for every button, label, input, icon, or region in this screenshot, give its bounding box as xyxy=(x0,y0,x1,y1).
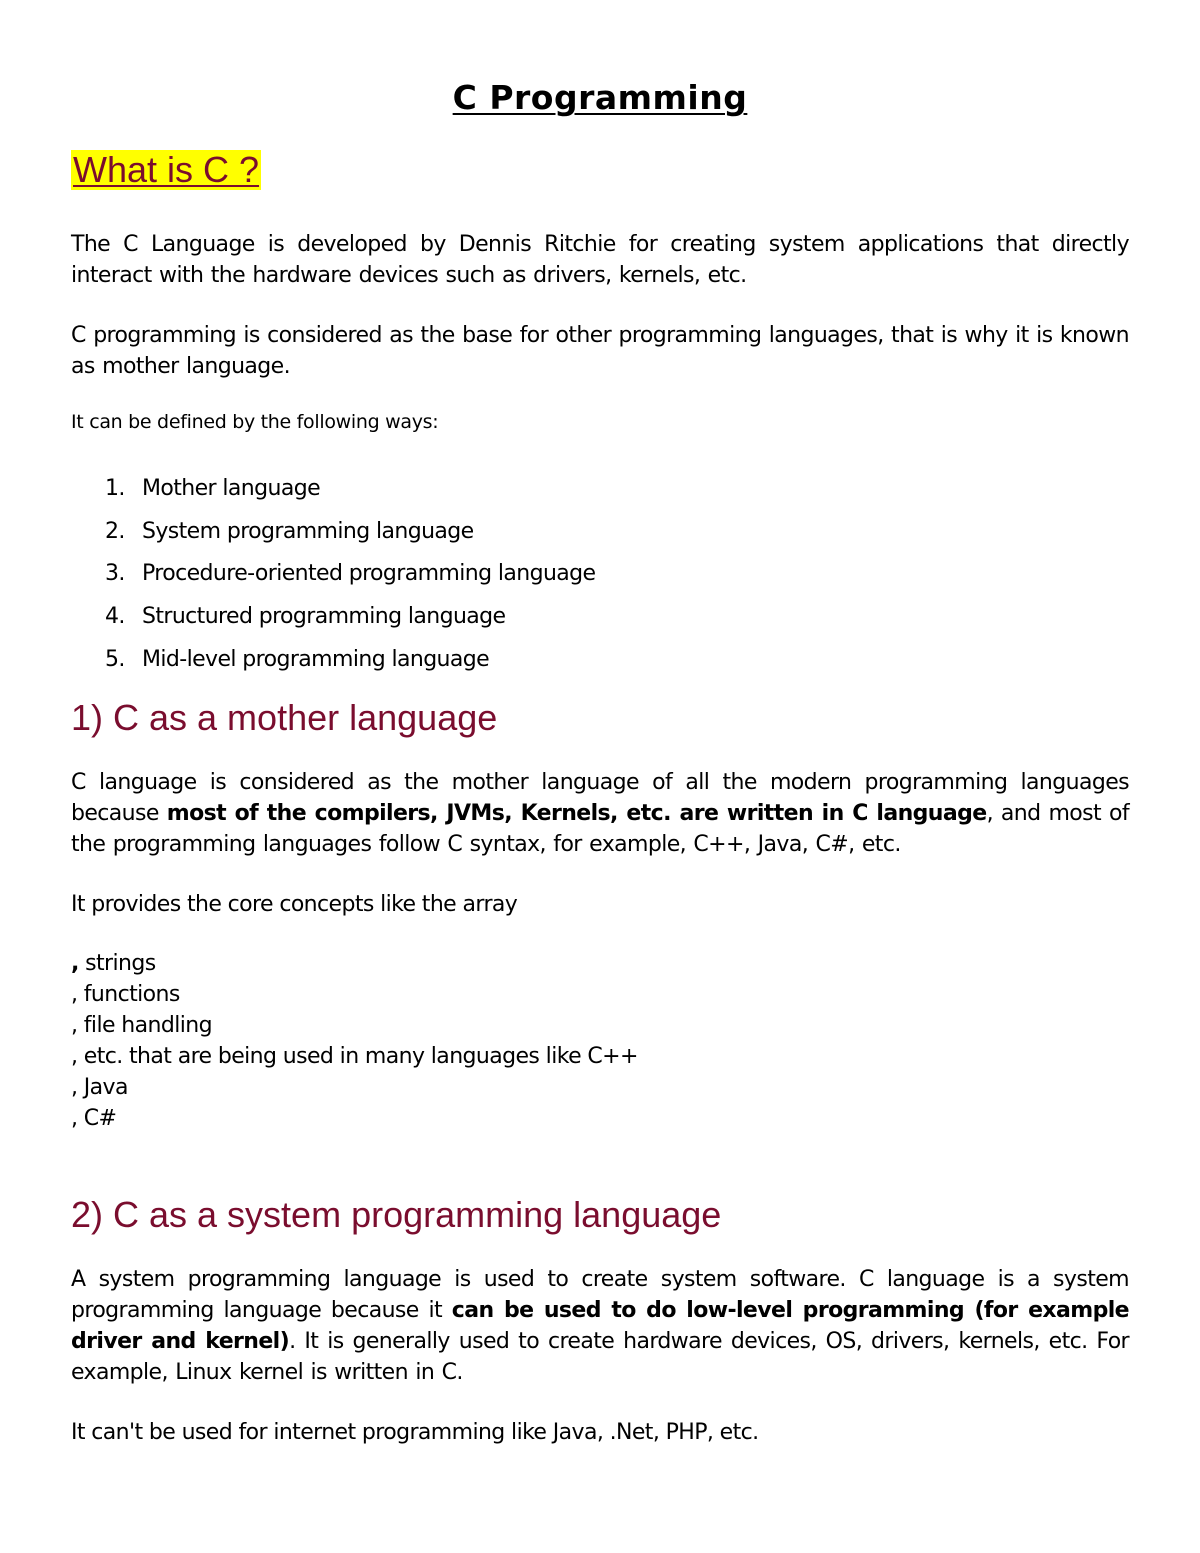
list-item: , etc. that are being used in many languages like C++ xyxy=(71,1044,638,1069)
defined-by-text: It can be defined by the following ways: xyxy=(71,411,439,433)
list-item: , file handling xyxy=(71,1013,212,1038)
section-1-heading: 1) C as a mother language xyxy=(71,697,498,738)
list-item: , C# xyxy=(71,1106,117,1131)
ways-list xyxy=(105,467,595,680)
list-item: 4. Structured programming language xyxy=(105,603,506,629)
section-1-paragraph-1: C language is considered as the mother language of all the modern programming languages because most of the compilers, JVMs, Kernels, etc. are written in C language, and most of the programming languages follow C syntax, for example, C++, Java, C#, etc. xyxy=(71,770,1129,857)
section-1-paragraph-2: It provides the core concepts like the array xyxy=(71,892,518,917)
section-2-paragraph-2: It can't be used for internet programming like Java, .Net, PHP, etc. xyxy=(71,1420,759,1445)
section-2-paragraph-1: A system programming language is used to create system software. C language is a system programming language because it can be used to do low-level programming (for example driver and kernel). It is generally used to create hardware devices, OS, drivers, kernels, etc. For example, Linux kernel is written in C. xyxy=(71,1267,1129,1385)
list-item: , functions xyxy=(71,982,180,1007)
list-item: 1. Mother language xyxy=(105,475,321,501)
intro-paragraph-2: C programming is considered as the base for other programming languages, that is why it is known as mother language. xyxy=(71,323,1129,379)
list-item: 5. Mid-level programming language xyxy=(105,646,490,672)
section-2-heading: 2) C as a system programming language xyxy=(71,1194,722,1235)
core-concepts-list xyxy=(71,948,638,1134)
list-item: 2. System programming language xyxy=(105,518,474,544)
list-item: , strings xyxy=(71,951,156,976)
intro-paragraph-1: The C Language is developed by Dennis Ritchie for creating system applications that directly interact with the hardware devices such as drivers, kernels, etc. xyxy=(71,232,1129,288)
what-is-c-heading: What is C ? xyxy=(73,149,260,190)
list-item: 3. Procedure-oriented programming language xyxy=(105,561,596,587)
page-title: C Programming xyxy=(452,78,748,117)
list-item: , Java xyxy=(71,1075,128,1100)
